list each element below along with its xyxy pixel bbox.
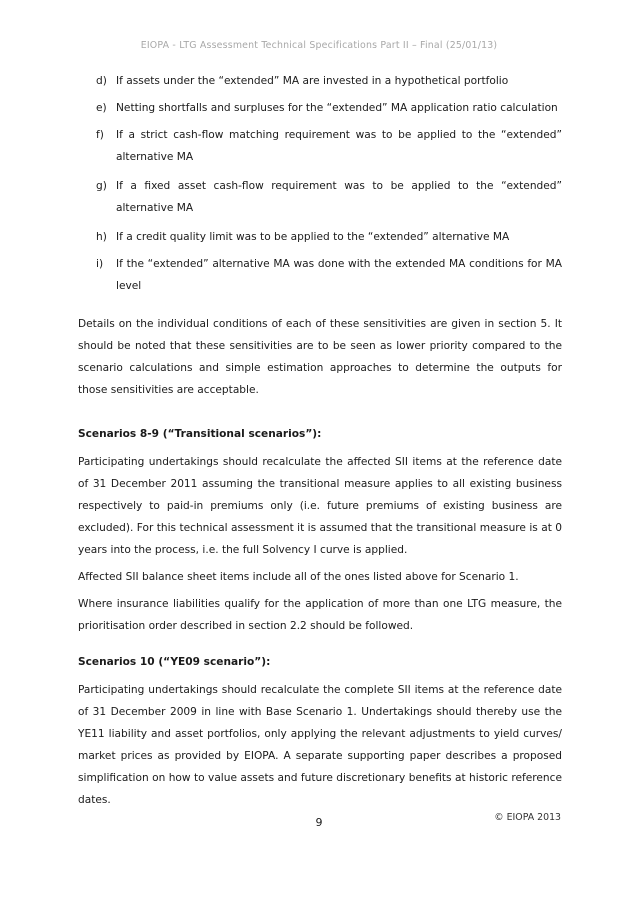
section-heading-ye09: Scenarios 10 (“YE09 scenario”):: [78, 656, 271, 668]
list-item: [96, 124, 562, 168]
list-item: [96, 175, 562, 219]
list-item-text: If the “extended” alternative MA was done with the extended MA conditions for MA level: [116, 258, 562, 292]
section-heading-transitional: Scenarios 8-9 (“Transitional scenarios”):: [78, 428, 322, 440]
list-item: [96, 70, 562, 92]
transitional-section: [78, 423, 562, 642]
details-paragraph: Details on the individual conditions of each of these sensitivities are given in section 5. It should be noted that these sensitivities are to be seen as lower priority compared to the scenario calculations and simple estimation approaches to determine the outputs for those sensitivities are acceptable.: [78, 318, 562, 396]
list-item-text: If a credit quality limit was to be applied to the “extended” alternative MA: [116, 231, 510, 243]
list-item-text: If a fixed asset cash-flow requirement was to be applied to the “extended” alternative MA: [116, 180, 562, 214]
ye09-section: [78, 651, 562, 816]
list-item: [96, 253, 562, 297]
sensitivity-list: [96, 70, 562, 304]
list-item: [96, 97, 562, 119]
running-header: EIOPA - LTG Assessment Technical Specifications Part II – Final (25/01/13): [140, 40, 498, 51]
list-marker: f): [96, 129, 104, 141]
list-marker: g): [96, 180, 107, 192]
list-item-text: If a strict cash-flow matching requirement was to be applied to the “extended” alternative MA: [116, 129, 562, 163]
list-item-text: Netting shortfalls and surpluses for the “extended” MA application ratio calculation: [116, 102, 558, 114]
page-number: 9: [315, 816, 323, 829]
details-block: [78, 313, 562, 406]
list-marker: i): [96, 258, 104, 270]
paragraph: Affected SII balance sheet items include all of the ones listed above for Scenario 1.: [78, 571, 519, 583]
list-item: [96, 226, 562, 248]
paragraph: Where insurance liabilities qualify for the application of more than one LTG measure, the prioritisation order described in section 2.2 should be followed.: [78, 598, 562, 632]
list-marker: d): [96, 75, 107, 87]
paragraph: Participating undertakings should recalculate the complete SII items at the reference date of 31 December 2009 in line with Base Scenario 1. Undertakings should thereby use the YE11 liability and asset portfolios, only applying the relevant adjustments to yield curves/ market prices as provided by EIOPA. A separate supporting paper describes a proposed simplification on how to value assets and future discretionary benefits at historic reference dates.: [78, 684, 562, 806]
copyright-notice: © EIOPA 2013: [494, 812, 561, 823]
paragraph: Participating undertakings should recalculate the affected SII items at the reference date of 31 December 2011 assuming the transitional measure applies to all existing business respectively to paid-in premiums only (i.e. future premiums of existing business are excluded). For this technical assessment it is assumed that the transitional measure is at 0 years into the process, i.e. the full Solvency I curve is applied.: [78, 456, 562, 556]
list-marker: e): [96, 102, 107, 114]
list-item-text: If assets under the “extended” MA are invested in a hypothetical portfolio: [116, 75, 509, 87]
list-marker: h): [96, 231, 107, 243]
